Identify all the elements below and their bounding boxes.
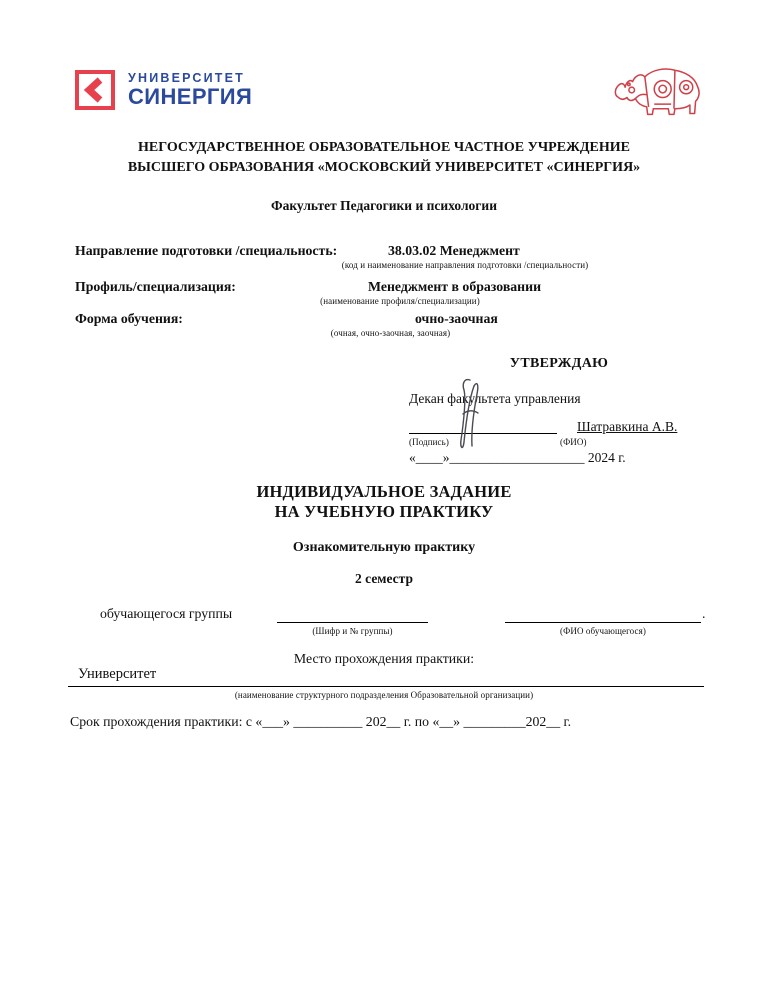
- profile-caption: (наименование профиля/специализации): [320, 296, 480, 306]
- signature-caption: (Подпись): [409, 437, 449, 447]
- synergy-logo-icon: [75, 70, 115, 110]
- practice-place-value: Университет: [78, 666, 157, 682]
- synergy-logo-text: [128, 72, 252, 109]
- direction-value: 38.03.02 Менеджмент: [388, 243, 520, 258]
- document-title-line2: НА УЧЕБНУЮ ПРАКТИКУ: [274, 502, 494, 521]
- student-group-label: обучающегося группы: [100, 606, 233, 621]
- profile-value: Менеджмент в образовании: [368, 279, 542, 294]
- group-blank-line: [277, 606, 428, 623]
- practice-place-heading: Место прохождения практики:: [293, 651, 475, 666]
- rhino-emblem-icon: [611, 59, 705, 121]
- document-title: [0, 482, 768, 522]
- organization-name-line1: НЕГОСУДАРСТВЕННОЕ ОБРАЗОВАТЕЛЬНОЕ ЧАСТНОЕ УЧРЕЖДЕНИЕ: [138, 140, 630, 155]
- logo-synergy-label: СИНЕРГИЯ: [128, 84, 253, 110]
- signature-blank-line: [409, 419, 557, 434]
- synergy-logo: [75, 70, 252, 110]
- document-title-line1: ИНДИВИДУАЛЬНОЕ ЗАДАНИЕ: [256, 482, 512, 501]
- study-form-label: Форма обучения:: [75, 311, 183, 326]
- profile-label: Профиль/специализация:: [75, 279, 236, 294]
- handwritten-signature: [448, 374, 492, 456]
- approval-date-line: «____»____________________ 2024 г.: [409, 450, 626, 465]
- practice-place-caption: (наименование структурного подразделения Образовательной организации): [234, 690, 534, 700]
- study-form-value: очно-заочная: [415, 311, 498, 326]
- study-form-caption: (очная, очно-заочная, заочная): [330, 328, 451, 338]
- practice-place-line: [68, 666, 704, 687]
- group-caption: (Шифр и № группы): [312, 626, 393, 636]
- faculty-name: Факультет Педагогики и психологии: [271, 198, 497, 213]
- approver-name: Шатравкина А.В.: [577, 419, 678, 434]
- direction-caption: (код и наименование направления подготовки /специальности): [341, 260, 589, 270]
- student-fio-caption: (ФИО обучающегося): [560, 626, 646, 636]
- organization-name: [0, 138, 768, 178]
- student-name-blank-line: [505, 606, 701, 623]
- practice-period-line: Срок прохождения практики: с «___» __________ 202__ г. по «__» _________202__ г.: [70, 714, 572, 729]
- student-line-period: .: [702, 606, 706, 621]
- direction-label: Направление подготовки /специальность:: [75, 243, 338, 258]
- logo-university-label: УНИВЕРСИТЕТ: [128, 70, 245, 85]
- approver-position: Декан факультета управления: [409, 391, 581, 406]
- semester-label: 2 семестр: [355, 571, 413, 586]
- fio-caption: (ФИО): [560, 437, 587, 447]
- practice-type: Ознакомительную практику: [292, 540, 476, 555]
- organization-name-line2: ВЫСШЕГО ОБРАЗОВАНИЯ «МОСКОВСКИЙ УНИВЕРСИТЕТ «СИНЕРГИЯ»: [127, 160, 641, 175]
- approve-heading: УТВЕРЖДАЮ: [509, 356, 609, 371]
